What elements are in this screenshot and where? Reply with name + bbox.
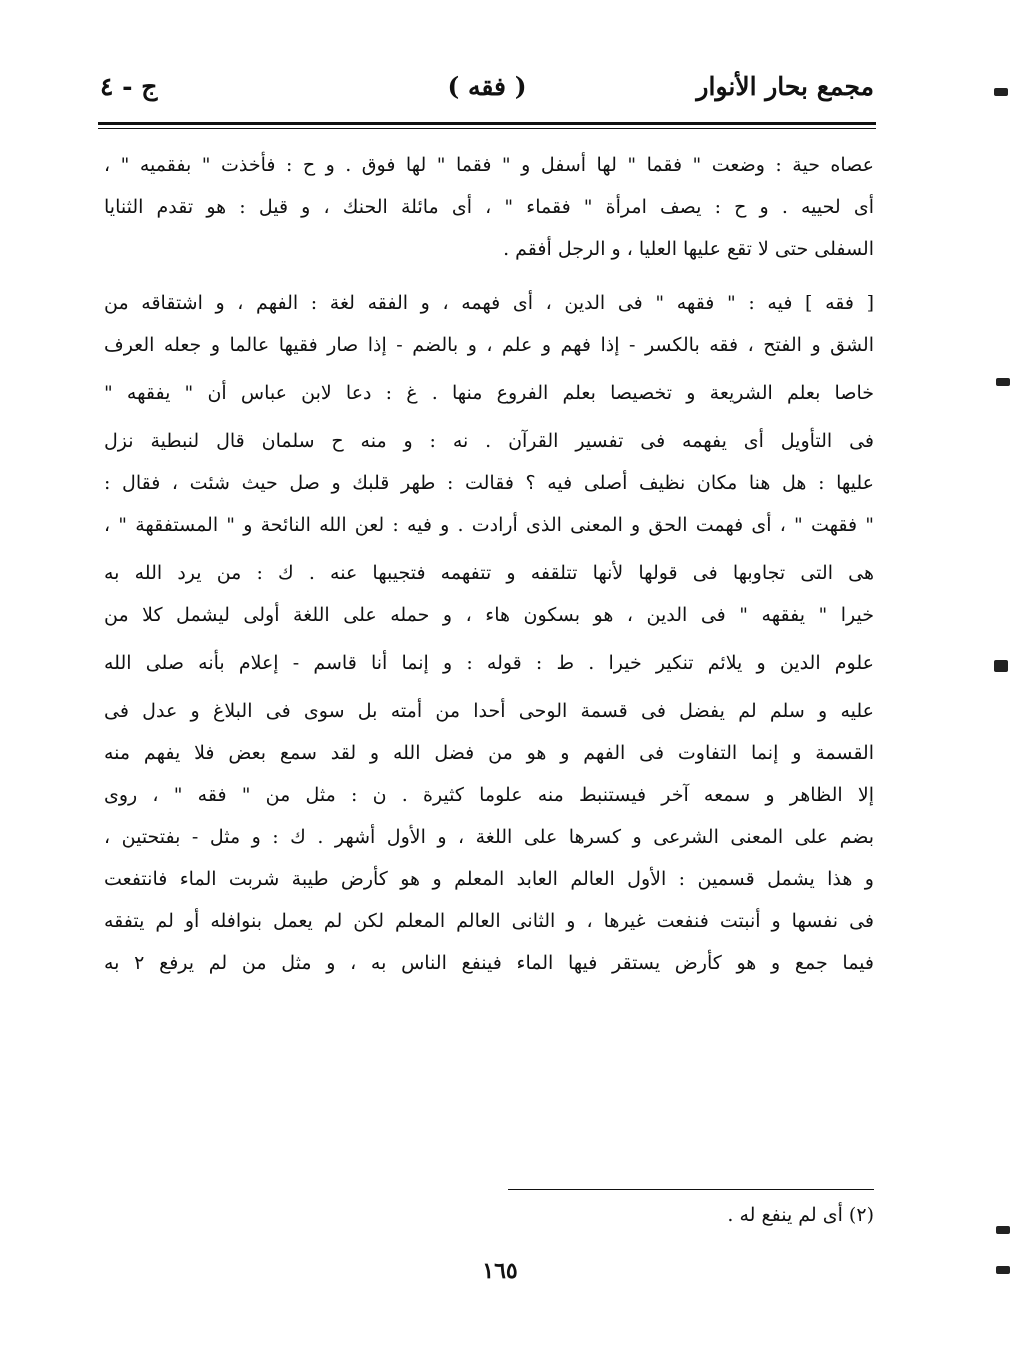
text-line: فى التأويل أى يفهمه فى تفسير القرآن . نه : و منه ح سلمان قال لنبطية نزل [104,430,874,452]
text-line: عليه و سلم لم يفضل فى قسمة الوحى أحدا من أمته بل سوى فى البلاغ و عدل فى [104,700,874,722]
text-line: خيرا " يفقهه " فى الدين ، هو بسكون هاء ، و حمله على اللغة أولى ليشمل كلا من [104,604,874,626]
body-text [104,144,874,984]
text-line: عليها : هل هنا مكان نظيف أصلى فيه ؟ فقالت : طهر قلبك و صل حيث شئت ، فقال : [104,472,874,494]
book-title: مجمع بحار الأنوار [696,72,874,101]
footnote-rule [508,1189,874,1190]
scan-edge-mark [996,378,1010,386]
header-rule-thick [98,122,876,125]
header-rule-thin [98,128,876,129]
text-line: إلا الظاهر و سمعه آخر فيستنبط منه علوما كثيرة . ن : مثل من " فقه " ، روى [104,784,874,806]
page-header [100,72,874,116]
text-line: عصاه حية : وضعت " فقما " لها أسفل و " فقما " لها فوق . و ح : فأخذت " بفقميه " ، [104,154,874,176]
text-line: بضم على المعنى الشرعى و كسرها على اللغة ، و الأول أشهر . ك : و مثل - بفتحتين ، [104,826,874,848]
text-line: الشق و الفتح ، فقه بالكسر - إذا فهم و علم ، و بالضم - إذا صار فقيها عالما و جعله العرف [104,334,874,356]
text-line: علوم الدين و يلائم تنكير خيرا . ط : قوله : و إنما أنا قاسم - إعلام بأنه صلى الله [104,652,874,674]
text-line: هى التى تجاوبها فى قولها لأنها تتلقفه و تتفهمه فتجيبها عنه . ك : من يرد الله به [104,562,874,584]
scan-edge-mark [996,1226,1010,1234]
scan-edge-mark [994,660,1008,672]
text-line: و هذا يشمل قسمين : الأول العالم العابد المعلم و هو كأرض طيبة شربت الماء فانتفعت [104,868,874,890]
text-line: السفلى حتى لا تقع عليها العليا ، و الرجل أفقم . [503,238,874,260]
text-line: خاصا بعلم الشريعة و تخصيصا بعلم الفروع منها . غ : دعا لابن عباس أن " يفقهه " [104,382,874,404]
volume-number: ج - ٤ [100,72,158,101]
page-number: ١٦٥ [482,1258,518,1284]
text-line: القسمة و إنما التفاوت فى الفهم و هو من فضل الله و لقد سمع بعض فلا يفهم منه [104,742,874,764]
footnote: (٢) أى لم ينفع له . [727,1204,874,1226]
scan-edge-mark [994,88,1008,96]
text-line: " فقهت " ، أى فهمت الحق و المعنى الذى أرادت . و فيه : لعن الله النائحة و " المستفقهة " ، [104,514,874,536]
scan-edge-mark [996,1266,1010,1274]
text-line: [ فقه ] فيه : " فقهه " فى الدين ، أى فهمه ، و الفقه لغة : الفهم ، و اشتقاقه من [104,292,874,314]
text-line: فى نفسها و أنبتت فنفعت غيرها ، و الثانى العالم المعلم لكن لم يعمل بنوافله أو لم يتفقه [104,910,874,932]
section-heading: ( فقه ) [447,72,527,101]
text-line: أى لحييه . و ح : يصف امرأة " فقماء " ، أى مائلة الحنك ، و قيل : هو تقدم الثنايا [104,196,874,218]
text-line: فيما جمع و هو كأرض يستقر فيها الماء فينفع الناس به ، و مثل من لم يرفع ٢ به [104,952,874,974]
